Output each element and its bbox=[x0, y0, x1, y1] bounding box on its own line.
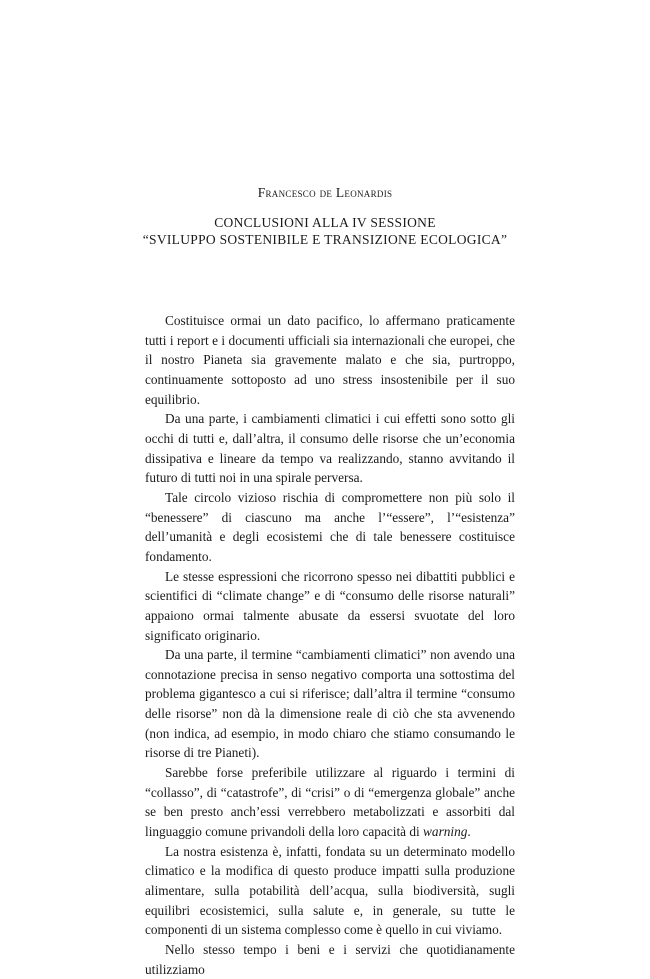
paragraph-5: Da una parte, il termine “cambiamenti climatici” non avendo una connotazione precisa in senso negativo comporta una sottostima del problema gigantesco a cui si riferisce; dall’altra il termine “consumo delle risorse” non dà la dimensione reale di ciò che sta avvenendo (non indica, ad esempio, in modo chiaro che stiamo consumando le risorse di tre Pianeti). bbox=[145, 647, 515, 761]
paragraph-7: La nostra esistenza è, infatti, fondata su un determinato modello climatico e la modifica di questo produce impatti sulla produzione alimentare, sulla potabilità dell’acqua, sulla biodiversità, sugli equilibri ecosistemici, sulla salute e, in generale, su tutte le componenti di un sistema complesso come è quello in cui viviamo. bbox=[145, 843, 515, 938]
warning-emphasis: warning bbox=[423, 824, 468, 840]
paragraph-6 bbox=[145, 763, 515, 842]
paragraph-2: Da una parte, i cambiamenti climatici i cui effetti sono sotto gli occhi di tutti e, dall’altra, il consumo delle risorse che un’economia dissipativa e lineare da tempo va realizzando, stanno avvitando il futuro di tutti noi in una spirale perversa. bbox=[145, 411, 515, 486]
chapter-title bbox=[0, 214, 650, 248]
chapter-title-line-2: “SVILUPPO SOSTENIBILE E TRANSIZIONE ECOLOGICA” bbox=[142, 232, 508, 247]
body-text bbox=[145, 311, 515, 979]
paragraph-1: Costituisce ormai un dato pacifico, lo affermano praticamente tutti i report e i documenti ufficiali sia internazionali che europei, che il nostro Pianeta sia gravemente malato e che sia, purtroppo, continuamente sottoposto ad uno stress insostenibile per il suo equilibrio. bbox=[145, 313, 515, 407]
paragraph-6-end: . bbox=[467, 824, 471, 840]
paragraph-3: Tale circolo vizioso rischia di compromettere non più solo il “benessere” di ciascuno ma anche l’“essere”, l’“esistenza” dell’umanità e degli ecosistemi che di tale benessere costituisce fondamento. bbox=[145, 489, 515, 564]
paragraph-8: Nello stesso tempo i beni e i servizi che quotidianamente utilizziamo bbox=[145, 942, 515, 977]
paragraph-4: Le stesse espressioni che ricorrono spesso nei dibattiti pubblici e scientifici di “climate change” e di “consumo delle risorse naturali” appaiono ormai talmente abusate da essersi svuotate del loro significato originario. bbox=[145, 568, 515, 643]
author-name: Francesco de Leonardis bbox=[257, 185, 393, 200]
chapter-title-line-1: CONCLUSIONI ALLA IV SESSIONE bbox=[214, 215, 436, 230]
paragraph-6-text: Sarebbe forse preferibile utilizzare al riguardo i termini di “collasso”, di “catastrofe”, di “crisi” o di “emergenza globale” anche se ben presto anch’essi verrebbero metabolizzati e assorbiti dal linguaggio comune privandoli della loro capacità di bbox=[145, 765, 515, 840]
